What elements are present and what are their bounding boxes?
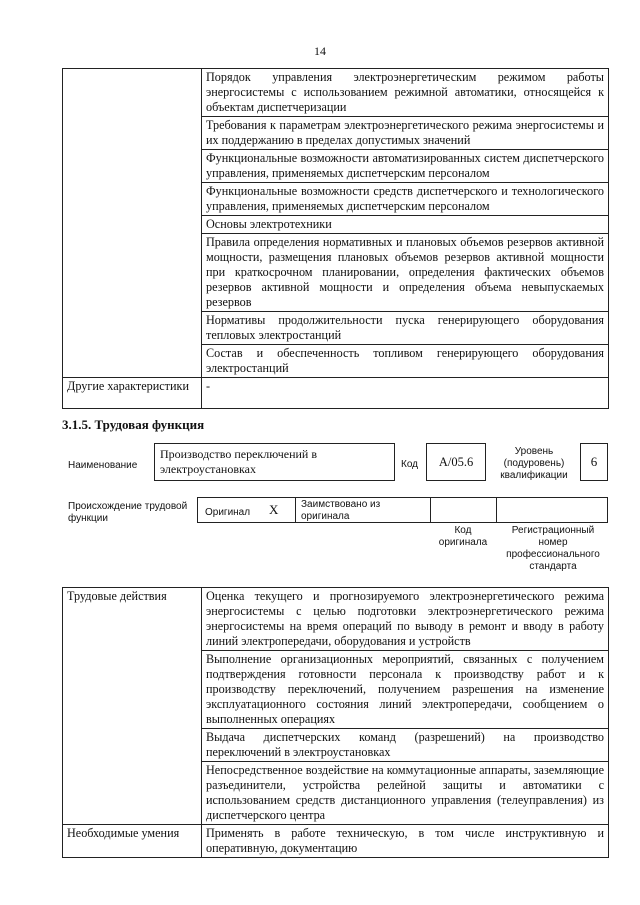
table-row <box>63 117 609 150</box>
row-label: Другие характеристики <box>63 378 202 409</box>
table-row <box>63 729 609 762</box>
origin-label: Происхождение трудовой функции <box>68 501 188 524</box>
table-row <box>63 183 609 216</box>
row-label: Необходимые умения <box>63 825 202 858</box>
reg-number-caption: Регистрационный номер профессионального стандарта <box>506 525 600 572</box>
level-label: Уровень (подуровень) квалификации <box>500 446 568 481</box>
row-label <box>63 234 202 312</box>
table-row <box>63 216 609 234</box>
row-label <box>63 729 202 762</box>
qualification-level: 6 <box>580 443 608 481</box>
table-row <box>63 345 609 378</box>
row-text: Выполнение организационных мероприятий, связанных с получением подтверждения готовности персонала к производству работ и к производству переключений, получением разрешения на изменение эксплуатационного состояния линий электропередачи, сообщением о выполненных операциях <box>202 651 609 729</box>
divider <box>295 498 296 522</box>
function-name: Производство переключений в электроустановках <box>154 443 395 481</box>
table-row <box>63 378 609 409</box>
origin-box <box>197 497 608 523</box>
row-text: Функциональные возможности средств диспетчерского и технологического управления, применяемых диспетчерским персоналом <box>202 183 609 216</box>
row-label <box>63 651 202 729</box>
table-row <box>63 651 609 729</box>
divider <box>430 498 431 522</box>
row-label <box>63 117 202 150</box>
row-text: Применять в работе техническую, в том числе инструктивную и оперативную, документацию <box>202 825 609 858</box>
page-number: 14 <box>314 44 326 58</box>
row-text: Нормативы продолжительности пуска генерирующего оборудования тепловых электростанций <box>202 312 609 345</box>
table-row <box>63 150 609 183</box>
table-row <box>63 825 609 858</box>
table-row <box>63 588 609 651</box>
row-text: Требования к параметрам электроэнергетического режима энергосистемы и их поддержанию в пределах допустимых значений <box>202 117 609 150</box>
labor-actions-table <box>62 587 609 858</box>
row-text: Непосредственное воздействие на коммутационные аппараты, заземляющие разъединители, устройства релейной защиты и автоматики с использованием средств дистанционного управления (телеуправления) из диспетчерского центра <box>202 762 609 825</box>
row-text: Основы электротехники <box>202 216 609 234</box>
row-label: Трудовые действия <box>63 588 202 651</box>
table-row <box>63 234 609 312</box>
row-label <box>63 183 202 216</box>
code-original-caption: Код оригинала <box>438 525 488 548</box>
row-text: Выдача диспетчерских команд (разрешений) на производство переключений в электроустановках <box>202 729 609 762</box>
divider <box>496 498 497 522</box>
row-label <box>63 312 202 345</box>
table-row <box>63 69 609 117</box>
code-label: Код <box>401 459 419 470</box>
table-row <box>63 312 609 345</box>
name-label: Наименование <box>68 460 138 471</box>
function-code: А/05.6 <box>426 443 486 481</box>
row-text: Правила определения нормативных и плановых объемов резервов активной мощности, размещения плановых объемов резервов активной мощности при краткосрочном планировании, определения фактических объемов резервов активной мощности и определения объема невыпускаемых резервов <box>202 234 609 312</box>
row-text: Порядок управления электроэнергетическим режимом работы энергосистемы с использованием режимной автоматики, относящейся к объектам диспетчеризации <box>202 69 609 117</box>
row-text: Функциональные возможности автоматизированных систем диспетчерского управления, применяемых диспетчерским персоналом <box>202 150 609 183</box>
original-label: Оригинал <box>205 507 251 518</box>
borrowed-label: Заимствовано из оригинала <box>301 499 381 522</box>
row-text: Состав и обеспеченность топливом генерирующего оборудования электростанций <box>202 345 609 378</box>
row-label <box>63 216 202 234</box>
table-row <box>63 762 609 825</box>
row-label <box>63 762 202 825</box>
row-text: Оценка текущего и прогнозируемого электроэнергетического режима энергосистемы с целью подготовки электроэнергетического режима энергосистемы на время операций по выводу в ремонт и вводу в работу линий электропередачи, оборудования и устройств <box>202 588 609 651</box>
row-label <box>63 150 202 183</box>
row-label <box>63 69 202 117</box>
original-mark: X <box>269 502 279 517</box>
section-heading: 3.1.5. Трудовая функция <box>62 417 205 432</box>
knowledge-table <box>62 68 609 409</box>
row-text: - <box>202 378 609 409</box>
row-label <box>63 345 202 378</box>
